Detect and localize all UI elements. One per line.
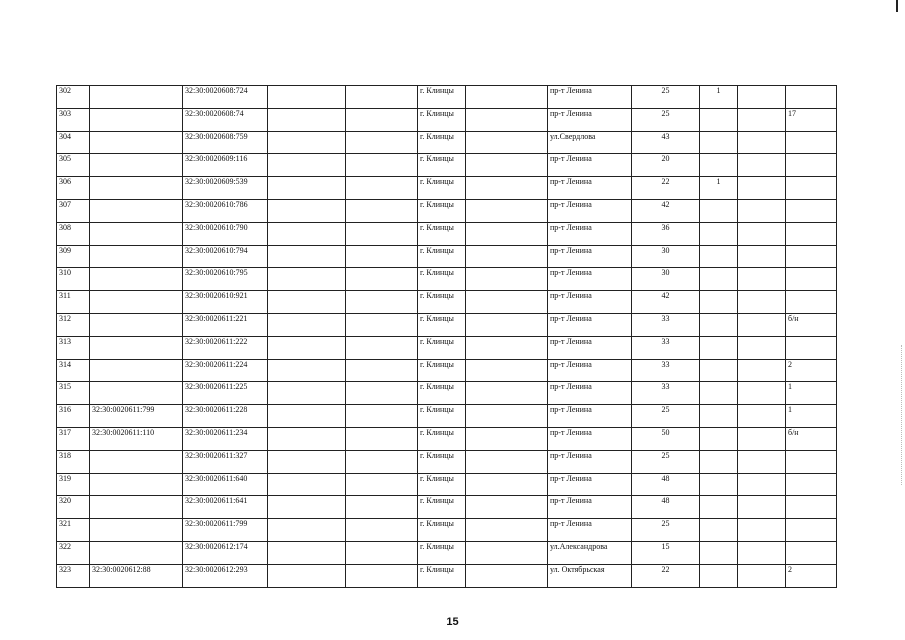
apartment-number-cell: 2 (786, 359, 837, 382)
empty-cell-cell (738, 496, 786, 519)
city-cell: г. Клинцы (418, 541, 466, 564)
table-row (57, 86, 837, 109)
apartment-number-cell: б/н (786, 427, 837, 450)
street-cell: пр-т Ленина (548, 199, 632, 222)
street-cell: пр-т Ленина (548, 291, 632, 314)
cadastral-number-cell: 32:30:0020611:641 (183, 496, 268, 519)
building-number-cell: 1 (700, 177, 738, 200)
cadastral-number-cell: 32:30:0020611:234 (183, 427, 268, 450)
empty-cell-cell (738, 336, 786, 359)
house-number-cell: 25 (632, 519, 700, 542)
street-cell: пр-т Ленина (548, 245, 632, 268)
empty-cell-cell (738, 405, 786, 428)
house-number-cell: 30 (632, 245, 700, 268)
street-cell: пр-т Ленина (548, 177, 632, 200)
empty-cell-cell (466, 359, 548, 382)
table-row (57, 541, 837, 564)
empty-cell-cell (268, 291, 346, 314)
apartment-number-cell (786, 336, 837, 359)
city-cell: г. Клинцы (418, 199, 466, 222)
table-row (57, 427, 837, 450)
empty-cell-cell (268, 268, 346, 291)
table-row (57, 382, 837, 405)
registry-table-body (57, 86, 837, 588)
empty-cell-cell (346, 496, 418, 519)
building-number-cell (700, 245, 738, 268)
previous-cadastral-number-cell (90, 108, 183, 131)
previous-cadastral-number-cell: 32:30:0020612:88 (90, 564, 183, 587)
empty-cell-cell (466, 108, 548, 131)
street-cell: пр-т Ленина (548, 473, 632, 496)
house-number-cell: 15 (632, 541, 700, 564)
house-number-cell: 25 (632, 108, 700, 131)
building-number-cell (700, 359, 738, 382)
cadastral-number-cell: 32:30:0020611:225 (183, 382, 268, 405)
table-row (57, 245, 837, 268)
building-number-cell (700, 564, 738, 587)
empty-cell-cell (268, 199, 346, 222)
apartment-number-cell: б/н (786, 313, 837, 336)
cadastral-number-cell: 32:30:0020609:116 (183, 154, 268, 177)
previous-cadastral-number-cell (90, 86, 183, 109)
empty-cell-cell (346, 405, 418, 428)
street-cell: ул. Октябрьская (548, 564, 632, 587)
house-number-cell: 33 (632, 313, 700, 336)
empty-cell-cell (466, 427, 548, 450)
city-cell: г. Клинцы (418, 131, 466, 154)
previous-cadastral-number-cell (90, 541, 183, 564)
empty-cell-cell (346, 245, 418, 268)
empty-cell-cell (738, 245, 786, 268)
cadastral-number-cell: 32:30:0020611:228 (183, 405, 268, 428)
empty-cell-cell (346, 313, 418, 336)
empty-cell-cell (346, 199, 418, 222)
registry-table (56, 85, 837, 588)
empty-cell-cell (466, 313, 548, 336)
scan-edge-mark (896, 0, 898, 12)
cadastral-number-cell: 32:30:0020608:759 (183, 131, 268, 154)
table-row (57, 313, 837, 336)
street-cell: пр-т Ленина (548, 382, 632, 405)
empty-cell-cell (466, 564, 548, 587)
apartment-number-cell (786, 222, 837, 245)
row-number-cell: 314 (57, 359, 90, 382)
building-number-cell (700, 154, 738, 177)
house-number-cell: 33 (632, 382, 700, 405)
table-row (57, 177, 837, 200)
apartment-number-cell (786, 450, 837, 473)
street-cell: пр-т Ленина (548, 154, 632, 177)
empty-cell-cell (268, 108, 346, 131)
city-cell: г. Клинцы (418, 359, 466, 382)
empty-cell-cell (738, 519, 786, 542)
table-row (57, 199, 837, 222)
house-number-cell: 42 (632, 199, 700, 222)
table-row (57, 291, 837, 314)
apartment-number-cell: 1 (786, 382, 837, 405)
empty-cell-cell (268, 564, 346, 587)
house-number-cell: 43 (632, 131, 700, 154)
empty-cell-cell (466, 245, 548, 268)
house-number-cell: 22 (632, 177, 700, 200)
empty-cell-cell (346, 359, 418, 382)
house-number-cell: 48 (632, 473, 700, 496)
cadastral-number-cell: 32:30:0020611:327 (183, 450, 268, 473)
building-number-cell (700, 496, 738, 519)
apartment-number-cell (786, 291, 837, 314)
previous-cadastral-number-cell (90, 382, 183, 405)
apartment-number-cell (786, 86, 837, 109)
apartment-number-cell: 1 (786, 405, 837, 428)
empty-cell-cell (466, 291, 548, 314)
city-cell: г. Клинцы (418, 450, 466, 473)
empty-cell-cell (346, 336, 418, 359)
city-cell: г. Клинцы (418, 154, 466, 177)
apartment-number-cell (786, 245, 837, 268)
empty-cell-cell (346, 541, 418, 564)
apartment-number-cell (786, 519, 837, 542)
empty-cell-cell (466, 473, 548, 496)
previous-cadastral-number-cell: 32:30:0020611:799 (90, 405, 183, 428)
house-number-cell: 42 (632, 291, 700, 314)
building-number-cell (700, 541, 738, 564)
row-number-cell: 310 (57, 268, 90, 291)
empty-cell-cell (738, 154, 786, 177)
city-cell: г. Клинцы (418, 427, 466, 450)
empty-cell-cell (268, 427, 346, 450)
table-row (57, 359, 837, 382)
city-cell: г. Клинцы (418, 496, 466, 519)
house-number-cell: 36 (632, 222, 700, 245)
street-cell: пр-т Ленина (548, 496, 632, 519)
empty-cell-cell (268, 541, 346, 564)
city-cell: г. Клинцы (418, 473, 466, 496)
empty-cell-cell (466, 268, 548, 291)
empty-cell-cell (738, 199, 786, 222)
empty-cell-cell (268, 450, 346, 473)
city-cell: г. Клинцы (418, 222, 466, 245)
city-cell: г. Клинцы (418, 382, 466, 405)
table-row (57, 450, 837, 473)
apartment-number-cell (786, 177, 837, 200)
city-cell: г. Клинцы (418, 336, 466, 359)
empty-cell-cell (738, 450, 786, 473)
empty-cell-cell (738, 268, 786, 291)
empty-cell-cell (738, 427, 786, 450)
previous-cadastral-number-cell (90, 313, 183, 336)
row-number-cell: 302 (57, 86, 90, 109)
house-number-cell: 25 (632, 405, 700, 428)
empty-cell-cell (466, 450, 548, 473)
empty-cell-cell (466, 199, 548, 222)
previous-cadastral-number-cell: 32:30:0020611:110 (90, 427, 183, 450)
empty-cell-cell (466, 86, 548, 109)
empty-cell-cell (268, 131, 346, 154)
cadastral-number-cell: 32:30:0020610:790 (183, 222, 268, 245)
empty-cell-cell (466, 382, 548, 405)
empty-cell-cell (346, 450, 418, 473)
house-number-cell: 30 (632, 268, 700, 291)
previous-cadastral-number-cell (90, 359, 183, 382)
empty-cell-cell (268, 519, 346, 542)
cadastral-number-cell: 32:30:0020609:539 (183, 177, 268, 200)
empty-cell-cell (738, 473, 786, 496)
cadastral-number-cell: 32:30:0020611:640 (183, 473, 268, 496)
street-cell: пр-т Ленина (548, 450, 632, 473)
empty-cell-cell (268, 336, 346, 359)
building-number-cell (700, 108, 738, 131)
empty-cell-cell (268, 245, 346, 268)
city-cell: г. Клинцы (418, 86, 466, 109)
previous-cadastral-number-cell (90, 473, 183, 496)
cadastral-number-cell: 32:30:0020608:724 (183, 86, 268, 109)
table-row (57, 108, 837, 131)
cadastral-number-cell: 32:30:0020610:921 (183, 291, 268, 314)
table-row (57, 405, 837, 428)
city-cell: г. Клинцы (418, 108, 466, 131)
empty-cell-cell (268, 313, 346, 336)
empty-cell-cell (268, 86, 346, 109)
apartment-number-cell (786, 268, 837, 291)
previous-cadastral-number-cell (90, 268, 183, 291)
row-number-cell: 315 (57, 382, 90, 405)
cadastral-number-cell: 32:30:0020608:74 (183, 108, 268, 131)
empty-cell-cell (346, 564, 418, 587)
apartment-number-cell (786, 154, 837, 177)
cadastral-number-cell: 32:30:0020611:221 (183, 313, 268, 336)
street-cell: пр-т Ленина (548, 427, 632, 450)
city-cell: г. Клинцы (418, 519, 466, 542)
building-number-cell (700, 473, 738, 496)
row-number-cell: 320 (57, 496, 90, 519)
apartment-number-cell: 17 (786, 108, 837, 131)
previous-cadastral-number-cell (90, 519, 183, 542)
apartment-number-cell (786, 541, 837, 564)
street-cell: пр-т Ленина (548, 405, 632, 428)
city-cell: г. Клинцы (418, 245, 466, 268)
city-cell: г. Клинцы (418, 268, 466, 291)
building-number-cell (700, 519, 738, 542)
empty-cell-cell (268, 177, 346, 200)
street-cell: пр-т Ленина (548, 336, 632, 359)
empty-cell-cell (268, 496, 346, 519)
cadastral-number-cell: 32:30:0020611:222 (183, 336, 268, 359)
scan-edge-dots (901, 345, 903, 485)
empty-cell-cell (738, 359, 786, 382)
empty-cell-cell (268, 154, 346, 177)
table-row (57, 473, 837, 496)
empty-cell-cell (466, 177, 548, 200)
empty-cell-cell (738, 222, 786, 245)
empty-cell-cell (466, 154, 548, 177)
street-cell: пр-т Ленина (548, 222, 632, 245)
city-cell: г. Клинцы (418, 291, 466, 314)
empty-cell-cell (268, 473, 346, 496)
row-number-cell: 316 (57, 405, 90, 428)
building-number-cell (700, 199, 738, 222)
empty-cell-cell (346, 86, 418, 109)
previous-cadastral-number-cell (90, 222, 183, 245)
previous-cadastral-number-cell (90, 291, 183, 314)
previous-cadastral-number-cell (90, 450, 183, 473)
city-cell: г. Клинцы (418, 405, 466, 428)
empty-cell-cell (346, 427, 418, 450)
apartment-number-cell (786, 199, 837, 222)
building-number-cell (700, 450, 738, 473)
empty-cell-cell (738, 108, 786, 131)
empty-cell-cell (738, 564, 786, 587)
building-number-cell (700, 291, 738, 314)
row-number-cell: 303 (57, 108, 90, 131)
street-cell: пр-т Ленина (548, 313, 632, 336)
street-cell: ул.Александрова (548, 541, 632, 564)
street-cell: пр-т Ленина (548, 268, 632, 291)
table-row (57, 519, 837, 542)
row-number-cell: 318 (57, 450, 90, 473)
apartment-number-cell: 2 (786, 564, 837, 587)
house-number-cell: 22 (632, 564, 700, 587)
row-number-cell: 321 (57, 519, 90, 542)
empty-cell-cell (268, 405, 346, 428)
empty-cell-cell (466, 222, 548, 245)
building-number-cell (700, 382, 738, 405)
empty-cell-cell (346, 222, 418, 245)
table-row (57, 154, 837, 177)
apartment-number-cell (786, 131, 837, 154)
house-number-cell: 33 (632, 336, 700, 359)
row-number-cell: 304 (57, 131, 90, 154)
page-number: 15 (446, 616, 459, 628)
cadastral-number-cell: 32:30:0020612:293 (183, 564, 268, 587)
empty-cell-cell (466, 496, 548, 519)
empty-cell-cell (346, 154, 418, 177)
row-number-cell: 307 (57, 199, 90, 222)
empty-cell-cell (466, 131, 548, 154)
row-number-cell: 323 (57, 564, 90, 587)
empty-cell-cell (466, 519, 548, 542)
empty-cell-cell (346, 382, 418, 405)
empty-cell-cell (738, 313, 786, 336)
house-number-cell: 50 (632, 427, 700, 450)
building-number-cell (700, 222, 738, 245)
row-number-cell: 322 (57, 541, 90, 564)
empty-cell-cell (346, 291, 418, 314)
previous-cadastral-number-cell (90, 245, 183, 268)
empty-cell-cell (346, 519, 418, 542)
house-number-cell: 48 (632, 496, 700, 519)
empty-cell-cell (738, 86, 786, 109)
row-number-cell: 305 (57, 154, 90, 177)
empty-cell-cell (346, 108, 418, 131)
street-cell: пр-т Ленина (548, 86, 632, 109)
empty-cell-cell (738, 382, 786, 405)
row-number-cell: 312 (57, 313, 90, 336)
building-number-cell (700, 131, 738, 154)
empty-cell-cell (268, 359, 346, 382)
empty-cell-cell (738, 541, 786, 564)
apartment-number-cell (786, 496, 837, 519)
row-number-cell: 311 (57, 291, 90, 314)
house-number-cell: 20 (632, 154, 700, 177)
previous-cadastral-number-cell (90, 177, 183, 200)
cadastral-number-cell: 32:30:0020611:799 (183, 519, 268, 542)
building-number-cell (700, 336, 738, 359)
empty-cell-cell (738, 177, 786, 200)
empty-cell-cell (346, 177, 418, 200)
building-number-cell (700, 405, 738, 428)
building-number-cell: 1 (700, 86, 738, 109)
previous-cadastral-number-cell (90, 154, 183, 177)
previous-cadastral-number-cell (90, 496, 183, 519)
house-number-cell: 25 (632, 450, 700, 473)
cadastral-number-cell: 32:30:0020610:786 (183, 199, 268, 222)
cadastral-number-cell: 32:30:0020610:794 (183, 245, 268, 268)
row-number-cell: 308 (57, 222, 90, 245)
building-number-cell (700, 268, 738, 291)
table-row (57, 496, 837, 519)
building-number-cell (700, 313, 738, 336)
row-number-cell: 306 (57, 177, 90, 200)
building-number-cell (700, 427, 738, 450)
empty-cell-cell (466, 541, 548, 564)
row-number-cell: 319 (57, 473, 90, 496)
street-cell: ул.Свердлова (548, 131, 632, 154)
table-row (57, 564, 837, 587)
house-number-cell: 25 (632, 86, 700, 109)
city-cell: г. Клинцы (418, 177, 466, 200)
street-cell: пр-т Ленина (548, 519, 632, 542)
previous-cadastral-number-cell (90, 336, 183, 359)
house-number-cell: 33 (632, 359, 700, 382)
empty-cell-cell (268, 382, 346, 405)
table-row (57, 131, 837, 154)
cadastral-number-cell: 32:30:0020611:224 (183, 359, 268, 382)
city-cell: г. Клинцы (418, 313, 466, 336)
previous-cadastral-number-cell (90, 131, 183, 154)
empty-cell-cell (466, 405, 548, 428)
empty-cell-cell (346, 268, 418, 291)
city-cell: г. Клинцы (418, 564, 466, 587)
empty-cell-cell (268, 222, 346, 245)
previous-cadastral-number-cell (90, 199, 183, 222)
cadastral-number-cell: 32:30:0020612:174 (183, 541, 268, 564)
cadastral-number-cell: 32:30:0020610:795 (183, 268, 268, 291)
street-cell: пр-т Ленина (548, 108, 632, 131)
row-number-cell: 309 (57, 245, 90, 268)
table-row (57, 336, 837, 359)
empty-cell-cell (466, 336, 548, 359)
empty-cell-cell (738, 131, 786, 154)
row-number-cell: 313 (57, 336, 90, 359)
table-row (57, 222, 837, 245)
table-row (57, 268, 837, 291)
empty-cell-cell (738, 291, 786, 314)
row-number-cell: 317 (57, 427, 90, 450)
street-cell: пр-т Ленина (548, 359, 632, 382)
apartment-number-cell (786, 473, 837, 496)
empty-cell-cell (346, 131, 418, 154)
empty-cell-cell (346, 473, 418, 496)
